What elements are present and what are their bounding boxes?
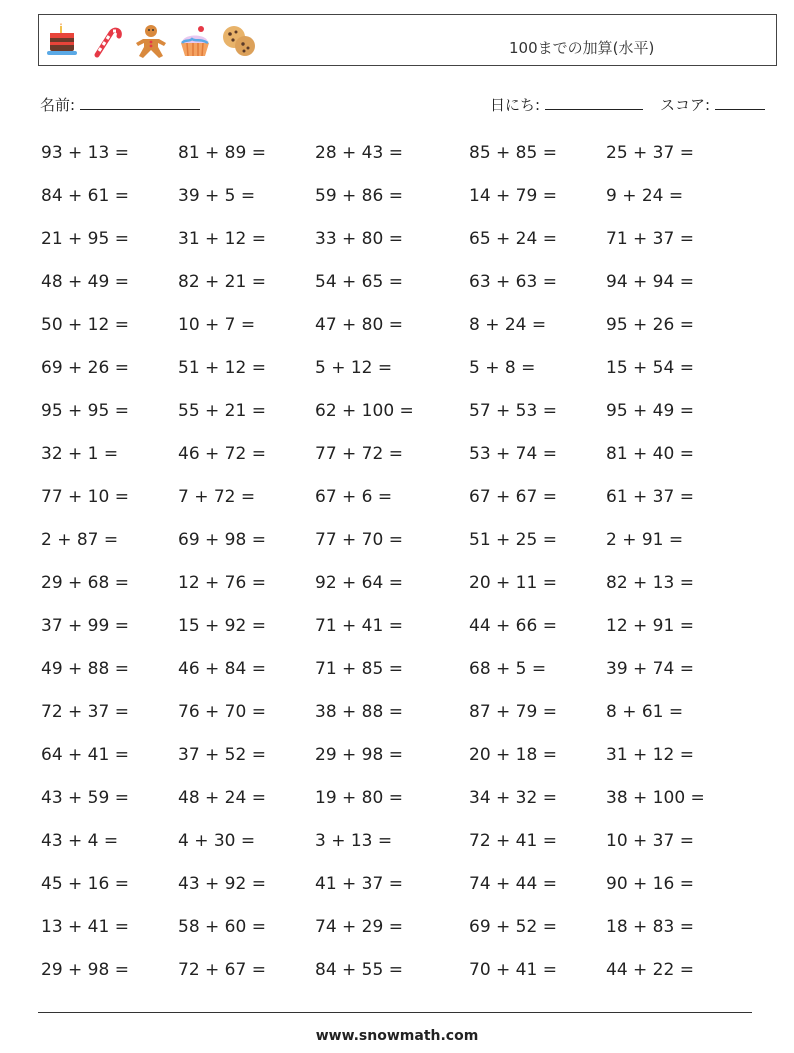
problem-item: 92 + 64 = [315, 573, 403, 593]
problem-item: 72 + 41 = [469, 831, 557, 851]
problem-item: 63 + 63 = [469, 272, 557, 292]
problem-item: 15 + 54 = [606, 358, 694, 378]
date-field [490, 94, 643, 115]
problem-item: 67 + 6 = [315, 487, 393, 507]
problem-item: 45 + 16 = [41, 874, 129, 894]
birthday-cake-icon [45, 23, 81, 59]
worksheet-header [38, 14, 777, 66]
header-icons [45, 21, 257, 61]
problem-item: 12 + 91 = [606, 616, 694, 636]
problem-item: 54 + 65 = [315, 272, 403, 292]
problem-item: 81 + 89 = [178, 143, 266, 163]
score-field [660, 94, 765, 115]
date-blank [545, 95, 643, 110]
problem-item: 2 + 91 = [606, 530, 684, 550]
problem-item: 46 + 84 = [178, 659, 266, 679]
problem-item: 74 + 44 = [469, 874, 557, 894]
footer-url: www.snowmath.com [315, 1028, 479, 1044]
footer-divider [38, 1012, 752, 1013]
problem-item: 93 + 13 = [41, 143, 129, 163]
problem-item: 5 + 8 = [469, 358, 536, 378]
problem-item: 41 + 37 = [315, 874, 403, 894]
date-label: 日にち: [490, 96, 541, 114]
problem-item: 70 + 41 = [469, 960, 557, 980]
problem-item: 84 + 55 = [315, 960, 403, 980]
name-blank [80, 95, 200, 110]
name-label: 名前: [40, 96, 76, 114]
problem-item: 95 + 95 = [41, 401, 129, 421]
problem-item: 29 + 98 = [315, 745, 403, 765]
problem-item: 29 + 98 = [41, 960, 129, 980]
cupcake-icon [177, 23, 213, 59]
problem-item: 72 + 67 = [178, 960, 266, 980]
worksheet-title: 100までの加算(水平) [509, 39, 655, 57]
problem-item: 14 + 79 = [469, 186, 557, 206]
problem-item: 59 + 86 = [315, 186, 403, 206]
problem-item: 84 + 61 = [41, 186, 129, 206]
problem-item: 18 + 83 = [606, 917, 694, 937]
problem-item: 33 + 80 = [315, 229, 403, 249]
problem-item: 13 + 41 = [41, 917, 129, 937]
problem-item: 55 + 21 = [178, 401, 266, 421]
problem-item: 8 + 24 = [469, 315, 547, 335]
problem-item: 69 + 26 = [41, 358, 129, 378]
problem-item: 43 + 92 = [178, 874, 266, 894]
problem-item: 34 + 32 = [469, 788, 557, 808]
problem-item: 9 + 24 = [606, 186, 684, 206]
problem-item: 53 + 74 = [469, 444, 557, 464]
problem-item: 20 + 18 = [469, 745, 557, 765]
problem-item: 43 + 4 = [41, 831, 119, 851]
problem-item: 49 + 88 = [41, 659, 129, 679]
problem-item: 94 + 94 = [606, 272, 694, 292]
candy-cane-icon [89, 23, 125, 59]
problem-item: 44 + 22 = [606, 960, 694, 980]
problem-item: 31 + 12 = [178, 229, 266, 249]
problem-item: 61 + 37 = [606, 487, 694, 507]
problem-item: 2 + 87 = [41, 530, 119, 550]
name-field [40, 94, 200, 115]
problem-item: 28 + 43 = [315, 143, 403, 163]
problem-item: 77 + 70 = [315, 530, 403, 550]
problem-item: 57 + 53 = [469, 401, 557, 421]
problem-item: 87 + 79 = [469, 702, 557, 722]
problem-item: 69 + 98 = [178, 530, 266, 550]
problem-item: 68 + 5 = [469, 659, 547, 679]
problem-item: 19 + 80 = [315, 788, 403, 808]
problem-item: 46 + 72 = [178, 444, 266, 464]
problem-item: 90 + 16 = [606, 874, 694, 894]
problem-item: 47 + 80 = [315, 315, 403, 335]
problem-item: 58 + 60 = [178, 917, 266, 937]
problem-item: 44 + 66 = [469, 616, 557, 636]
problem-item: 69 + 52 = [469, 917, 557, 937]
gingerbread-man-icon [133, 23, 169, 59]
problem-item: 15 + 92 = [178, 616, 266, 636]
problem-item: 50 + 12 = [41, 315, 129, 335]
cookies-icon [221, 23, 257, 59]
problem-item: 10 + 37 = [606, 831, 694, 851]
problem-item: 37 + 99 = [41, 616, 129, 636]
problem-item: 4 + 30 = [178, 831, 256, 851]
score-blank [715, 95, 765, 110]
problem-item: 20 + 11 = [469, 573, 557, 593]
problem-item: 51 + 12 = [178, 358, 266, 378]
problem-item: 39 + 74 = [606, 659, 694, 679]
problem-item: 38 + 100 = [606, 788, 705, 808]
problem-item: 82 + 13 = [606, 573, 694, 593]
problem-item: 21 + 95 = [41, 229, 129, 249]
problem-item: 95 + 49 = [606, 401, 694, 421]
problem-item: 25 + 37 = [606, 143, 694, 163]
problem-item: 71 + 85 = [315, 659, 403, 679]
problem-item: 85 + 85 = [469, 143, 557, 163]
problem-item: 51 + 25 = [469, 530, 557, 550]
problem-item: 3 + 13 = [315, 831, 393, 851]
score-label: スコア: [660, 96, 711, 114]
problem-item: 12 + 76 = [178, 573, 266, 593]
problem-item: 67 + 67 = [469, 487, 557, 507]
problem-item: 48 + 49 = [41, 272, 129, 292]
problem-item: 39 + 5 = [178, 186, 256, 206]
problem-item: 71 + 41 = [315, 616, 403, 636]
problem-item: 5 + 12 = [315, 358, 393, 378]
problem-item: 74 + 29 = [315, 917, 403, 937]
problem-item: 48 + 24 = [178, 788, 266, 808]
problem-item: 62 + 100 = [315, 401, 414, 421]
problem-item: 37 + 52 = [178, 745, 266, 765]
problem-item: 31 + 12 = [606, 745, 694, 765]
problem-item: 95 + 26 = [606, 315, 694, 335]
problem-item: 72 + 37 = [41, 702, 129, 722]
problem-item: 77 + 10 = [41, 487, 129, 507]
problem-item: 43 + 59 = [41, 788, 129, 808]
problem-item: 10 + 7 = [178, 315, 256, 335]
problem-item: 77 + 72 = [315, 444, 403, 464]
problem-item: 82 + 21 = [178, 272, 266, 292]
problem-item: 8 + 61 = [606, 702, 684, 722]
problem-item: 32 + 1 = [41, 444, 119, 464]
problem-item: 7 + 72 = [178, 487, 256, 507]
problem-item: 64 + 41 = [41, 745, 129, 765]
problem-item: 71 + 37 = [606, 229, 694, 249]
problem-item: 81 + 40 = [606, 444, 694, 464]
problem-item: 65 + 24 = [469, 229, 557, 249]
problem-item: 29 + 68 = [41, 573, 129, 593]
problem-item: 76 + 70 = [178, 702, 266, 722]
problem-item: 38 + 88 = [315, 702, 403, 722]
